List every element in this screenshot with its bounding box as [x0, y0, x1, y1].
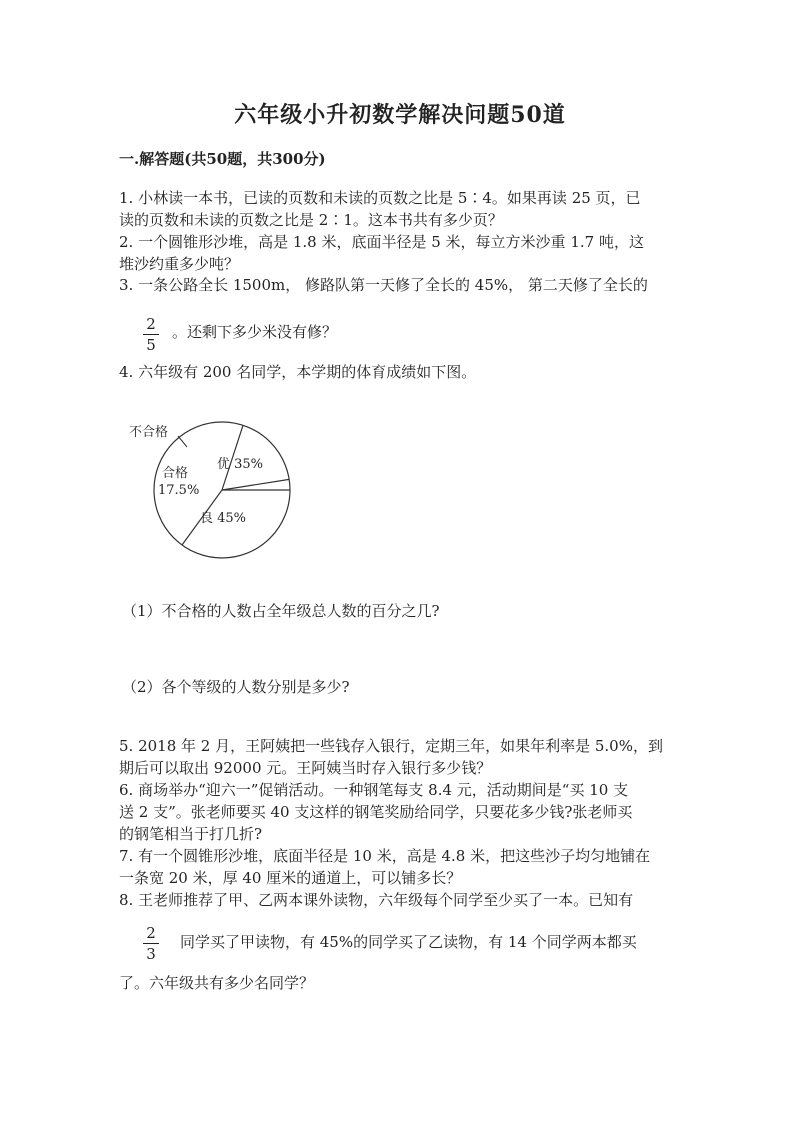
- pie-label-pass-percent: 17.5%: [158, 483, 200, 498]
- question-1-line-1: 1. 小林读一本书，已读的页数和未读的页数之比是 5∶4。如果再读 25 页，已: [119, 189, 641, 207]
- fraction-denominator: 3: [146, 945, 156, 963]
- question-6-line-3: 的钢笔相当于打几折?: [119, 825, 263, 843]
- question-2-line-2: 堆沙约重多少吨？: [119, 255, 240, 273]
- pie-divider-fail-excellent: [222, 479, 289, 490]
- pie-label-excellent: 优 35%: [217, 457, 264, 472]
- question-7-line-2: 一条宽 20 米，厚 40 厘米的通道上，可以铺多长？: [119, 869, 462, 887]
- question-8-fraction: [141, 924, 161, 963]
- fraction-numerator: 2: [146, 924, 156, 942]
- pie-label-fail: 不合格: [129, 425, 169, 440]
- page-title: 六年级小升初数学解决问题50道: [234, 102, 566, 128]
- question-6-line-1: 6. 商场举办“迎六一”促销活动。一种钢笔每支 8.4 元，活动期间是“买 10 支: [119, 781, 629, 799]
- question-7-line-1: 7. 有一个圆锥形沙堆，底面半径是 10 米，高是 4.8 米，把这些沙子均匀地铺在: [119, 847, 651, 865]
- grades-pie-chart: [110, 410, 310, 560]
- question-5-line-2: 期后可以取出 92000 元。王阿姨当时存入银行多少钱？: [119, 759, 492, 777]
- question-5-line-1: 5. 2018 年 2 月，王阿姨把一些钱存入银行，定期三年，如果年利率是 5.0%，到: [119, 737, 663, 755]
- question-4-sub-1: （1）不合格的人数占全年级总人数的百分之几?: [122, 602, 440, 620]
- pie-callout-line: [178, 436, 187, 447]
- question-3-line-1: 3. 一条公路全长 1500m， 修路队第一天修了全长的 45%， 第二天修了全长的: [119, 276, 648, 294]
- question-1-line-2: 读的页数和未读的页数之比是 2∶1。这本书共有多少页？: [119, 211, 503, 229]
- question-4-line-1: 4. 六年级有 200 名同学，本学期的体育成绩如下图。: [119, 363, 477, 381]
- question-3-fraction: [141, 315, 161, 354]
- question-6-line-2: 送 2 支”。张老师要买 40 支这样的钢笔奖励给同学，只要花多少钱?张老师买: [119, 803, 633, 821]
- question-2-line-1: 2. 一个圆锥形沙堆，高是 1.8 米，底面半径是 5 米，每立方米沙重 1.7 吨，这: [119, 233, 644, 251]
- question-8-line-1: 8. 王老师推荐了甲、乙两本课外读物，六年级每个同学至少买了一本。已知有: [119, 891, 634, 909]
- question-3-line-2: 。还剩下多少米没有修？: [172, 323, 338, 341]
- pie-label-pass-name: 合格: [162, 466, 189, 481]
- fraction-numerator: 2: [146, 315, 156, 333]
- pie-label-good: 良 45%: [200, 511, 247, 526]
- question-4-sub-2: （2）各个等级的人数分别是多少?: [122, 678, 350, 696]
- section-heading: 一.解答题(共50题，共300分): [119, 150, 326, 168]
- question-8-line-2: 同学买了甲读物，有 45%的同学买了乙读物，有 14 个同学两本都买: [180, 933, 637, 951]
- fraction-bar: [143, 334, 159, 335]
- fraction-denominator: 5: [146, 336, 156, 354]
- fraction-bar: [143, 943, 159, 944]
- question-8-line-3: 了。六年级共有多少名同学？: [119, 974, 315, 992]
